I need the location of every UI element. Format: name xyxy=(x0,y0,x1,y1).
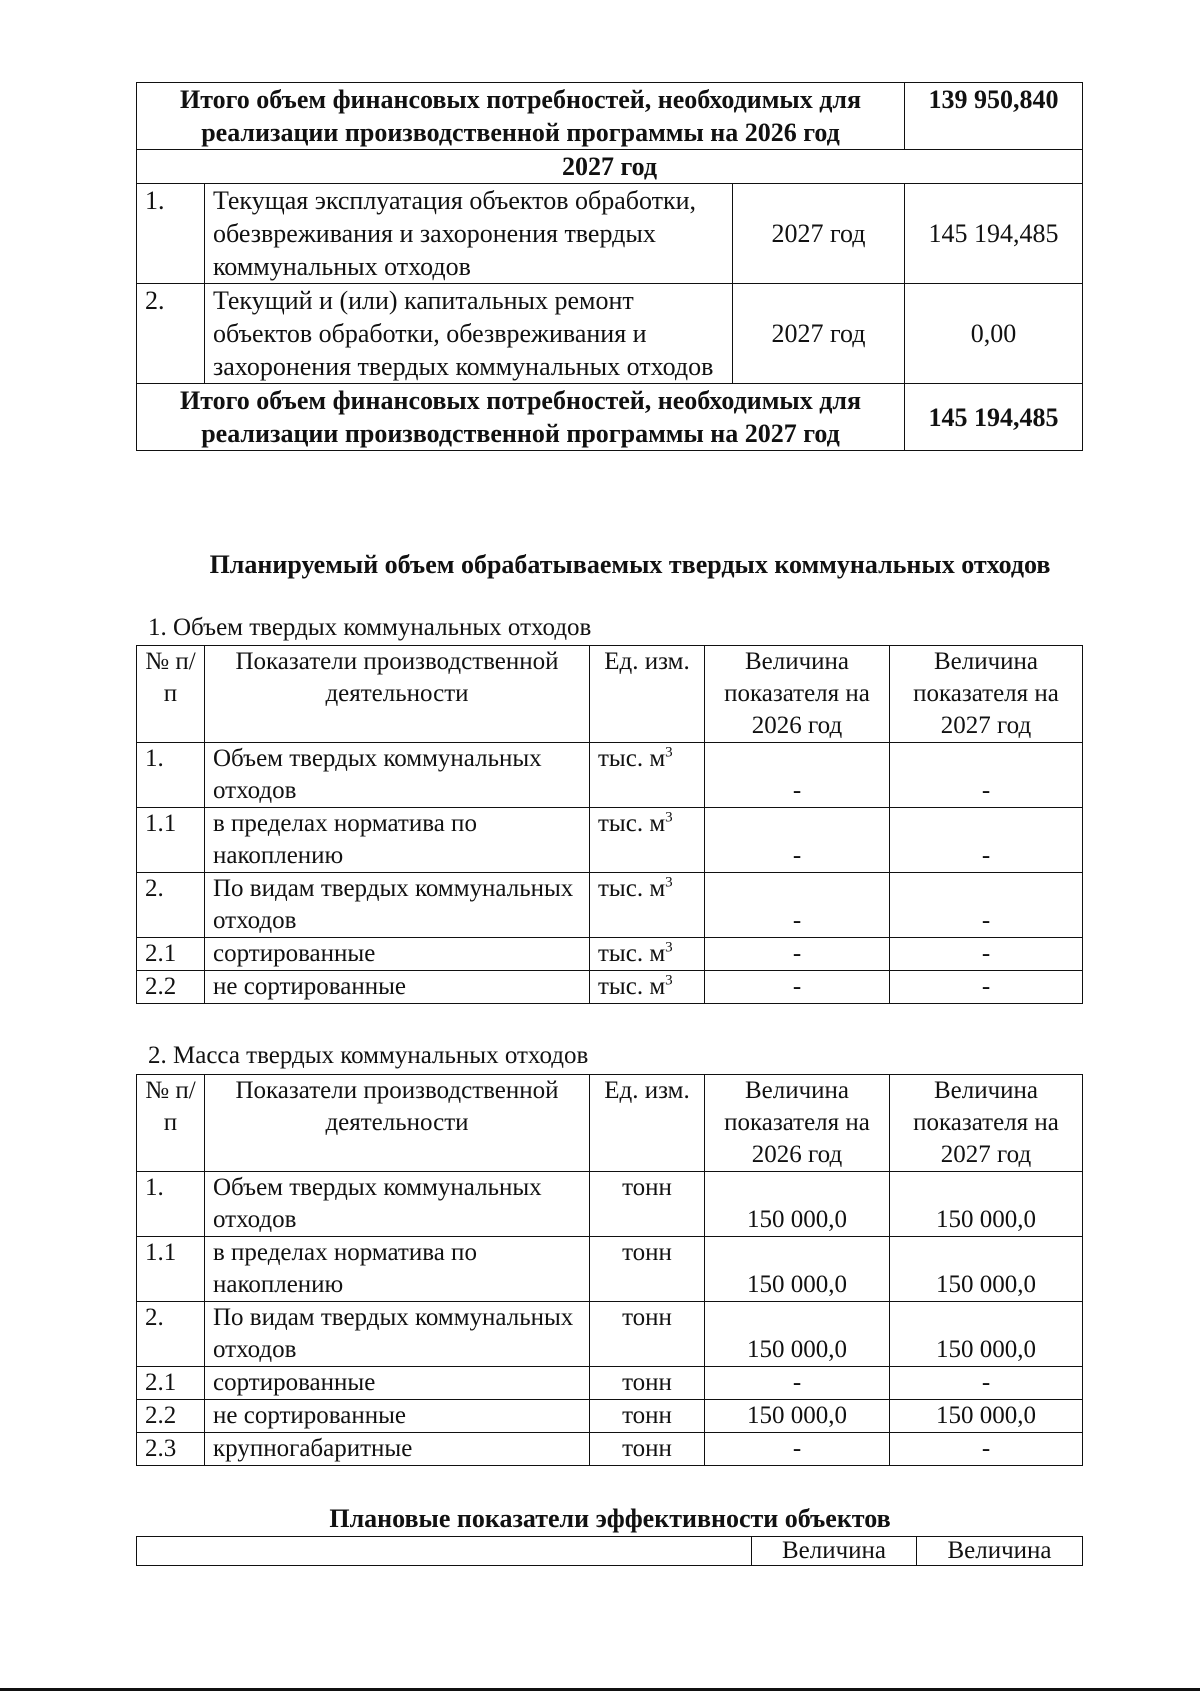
row-unit xyxy=(590,971,705,1004)
row-text: По видам твердых коммунальных отходов xyxy=(205,1302,590,1367)
year-2027-row xyxy=(137,150,1083,184)
unit-sup: 3 xyxy=(665,939,673,956)
header-num: № п/п xyxy=(137,646,205,743)
row-text: сортированные xyxy=(205,938,590,971)
row-unit: тонн xyxy=(590,1302,705,1367)
total-2027-value: 145 194,485 xyxy=(905,384,1083,451)
row-text: сортированные xyxy=(205,1367,590,1400)
header-row xyxy=(137,646,1083,743)
header-unit: Ед. изм. xyxy=(590,1075,705,1172)
row-text: Текущий и (или) капитальных ремонт объектов обработки, обезвреживания и захоронения твердых коммунальных отходов xyxy=(205,284,733,384)
row-value-2026: - xyxy=(705,743,890,808)
row-value: 145 194,485 xyxy=(905,184,1083,284)
volume-table-caption: 1. Объем твердых коммунальных отходов xyxy=(148,614,592,641)
total-2027-row xyxy=(137,384,1083,451)
finance-table xyxy=(136,82,1083,451)
unit-base: тыс. м xyxy=(598,810,666,837)
header-value-a: Величина xyxy=(752,1537,917,1566)
row-value-2027: - xyxy=(890,938,1083,971)
mass-table xyxy=(136,1074,1083,1466)
efficiency-heading: Плановые показатели эффективности объектов xyxy=(329,1504,891,1533)
row-unit: тонн xyxy=(590,1172,705,1237)
table-row xyxy=(137,1172,1083,1237)
row-value-2026: 150 000,0 xyxy=(705,1400,890,1433)
table-row xyxy=(137,873,1083,938)
row-number: 2.2 xyxy=(137,1400,205,1433)
unit-sup: 3 xyxy=(665,972,673,989)
mass-table-caption: 2. Масса твердых коммунальных отходов xyxy=(148,1042,589,1069)
row-value-2027: - xyxy=(890,808,1083,873)
planned-volume-heading: Планируемый объем обрабатываемых твердых коммунальных отходов xyxy=(209,550,1051,579)
row-value-2027: - xyxy=(890,873,1083,938)
row-value-2027: 150 000,0 xyxy=(890,1237,1083,1302)
row-text: Объем твердых коммунальных отходов xyxy=(205,1172,590,1237)
row-number: 1.1 xyxy=(137,1237,205,1302)
row-value: 0,00 xyxy=(905,284,1083,384)
row-value-2027: 150 000,0 xyxy=(890,1302,1083,1367)
row-number: 1.1 xyxy=(137,808,205,873)
row-text: крупногабаритные xyxy=(205,1433,590,1466)
row-unit xyxy=(590,873,705,938)
row-text: в пределах норматива по накоплению xyxy=(205,808,590,873)
volume-table xyxy=(136,645,1083,1004)
efficiency-table xyxy=(136,1536,1083,1566)
table-row xyxy=(137,1367,1083,1400)
empty-header-cell xyxy=(137,1537,752,1566)
row-value-2026: - xyxy=(705,1367,890,1400)
unit-base: тыс. м xyxy=(598,875,666,902)
row-number: 2.1 xyxy=(137,938,205,971)
row-number: 2. xyxy=(137,1302,205,1367)
row-unit xyxy=(590,808,705,873)
row-value-2026: - xyxy=(705,938,890,971)
row-value-2027: 150 000,0 xyxy=(890,1400,1083,1433)
header-value-2027: Величина показателя на 2027 год xyxy=(890,646,1083,743)
table-row xyxy=(137,1400,1083,1433)
row-value-2026: 150 000,0 xyxy=(705,1172,890,1237)
row-text: в пределах норматива по накоплению xyxy=(205,1237,590,1302)
header-value-b: Величина xyxy=(917,1537,1083,1566)
row-text: Текущая эксплуатация объектов обработки, обезвреживания и захоронения твердых коммунальных отходов xyxy=(205,184,733,284)
header-indicator: Показатели производственной деятельности xyxy=(205,1075,590,1172)
row-value-2027: - xyxy=(890,1433,1083,1466)
table-row xyxy=(137,743,1083,808)
table-row xyxy=(137,938,1083,971)
row-number: 2.2 xyxy=(137,971,205,1004)
row-text: Объем твердых коммунальных отходов xyxy=(205,743,590,808)
row-number: 2. xyxy=(137,284,205,384)
header-value-2026: Величина показателя на 2026 год xyxy=(705,646,890,743)
row-value-2026: - xyxy=(705,971,890,1004)
table-row xyxy=(137,1433,1083,1466)
row-value-2026: 150 000,0 xyxy=(705,1302,890,1367)
header-value-2026: Величина показателя на 2026 год xyxy=(705,1075,890,1172)
total-2027-label: Итого объем финансовых потребностей, необходимых для реализации производственной программы на 2027 год xyxy=(137,384,905,451)
header-unit: Ед. изм. xyxy=(590,646,705,743)
row-unit: тонн xyxy=(590,1237,705,1302)
row-value-2027: - xyxy=(890,743,1083,808)
row-value-2027: - xyxy=(890,1367,1083,1400)
row-number: 2.1 xyxy=(137,1367,205,1400)
unit-base: тыс. м xyxy=(598,940,666,967)
header-row xyxy=(137,1537,1083,1566)
row-text: По видам твердых коммунальных отходов xyxy=(205,873,590,938)
row-number: 1. xyxy=(137,1172,205,1237)
unit-sup: 3 xyxy=(665,874,673,891)
year-2027-header: 2027 год xyxy=(137,150,1083,184)
row-value-2027: - xyxy=(890,971,1083,1004)
row-number: 1. xyxy=(137,743,205,808)
row-value-2026: - xyxy=(705,808,890,873)
total-2026-row xyxy=(137,83,1083,150)
row-unit: тонн xyxy=(590,1367,705,1400)
page-bottom-rule xyxy=(0,1688,1200,1691)
finance-row xyxy=(137,184,1083,284)
header-indicator: Показатели производственной деятельности xyxy=(205,646,590,743)
table-row xyxy=(137,971,1083,1004)
header-row xyxy=(137,1075,1083,1172)
row-value-2026: - xyxy=(705,873,890,938)
row-text: не сортированные xyxy=(205,1400,590,1433)
header-num: № п/п xyxy=(137,1075,205,1172)
unit-sup: 3 xyxy=(665,744,673,761)
table-row xyxy=(137,1237,1083,1302)
row-unit xyxy=(590,938,705,971)
row-unit xyxy=(590,743,705,808)
row-period: 2027 год xyxy=(733,284,905,384)
total-2026-label: Итого объем финансовых потребностей, необходимых для реализации производственной программы на 2026 год xyxy=(137,83,905,150)
unit-sup: 3 xyxy=(665,809,673,826)
row-number: 1. xyxy=(137,184,205,284)
row-unit: тонн xyxy=(590,1433,705,1466)
unit-base: тыс. м xyxy=(598,973,666,1000)
header-value-2027: Величина показателя на 2027 год xyxy=(890,1075,1083,1172)
row-value-2026: 150 000,0 xyxy=(705,1237,890,1302)
row-value-2026: - xyxy=(705,1433,890,1466)
unit-base: тыс. м xyxy=(598,745,666,772)
row-number: 2. xyxy=(137,873,205,938)
table-row xyxy=(137,1302,1083,1367)
total-2026-value: 139 950,840 xyxy=(905,83,1083,150)
row-period: 2027 год xyxy=(733,184,905,284)
row-unit: тонн xyxy=(590,1400,705,1433)
table-row xyxy=(137,808,1083,873)
row-value-2027: 150 000,0 xyxy=(890,1172,1083,1237)
finance-row xyxy=(137,284,1083,384)
row-number: 2.3 xyxy=(137,1433,205,1466)
row-text: не сортированные xyxy=(205,971,590,1004)
